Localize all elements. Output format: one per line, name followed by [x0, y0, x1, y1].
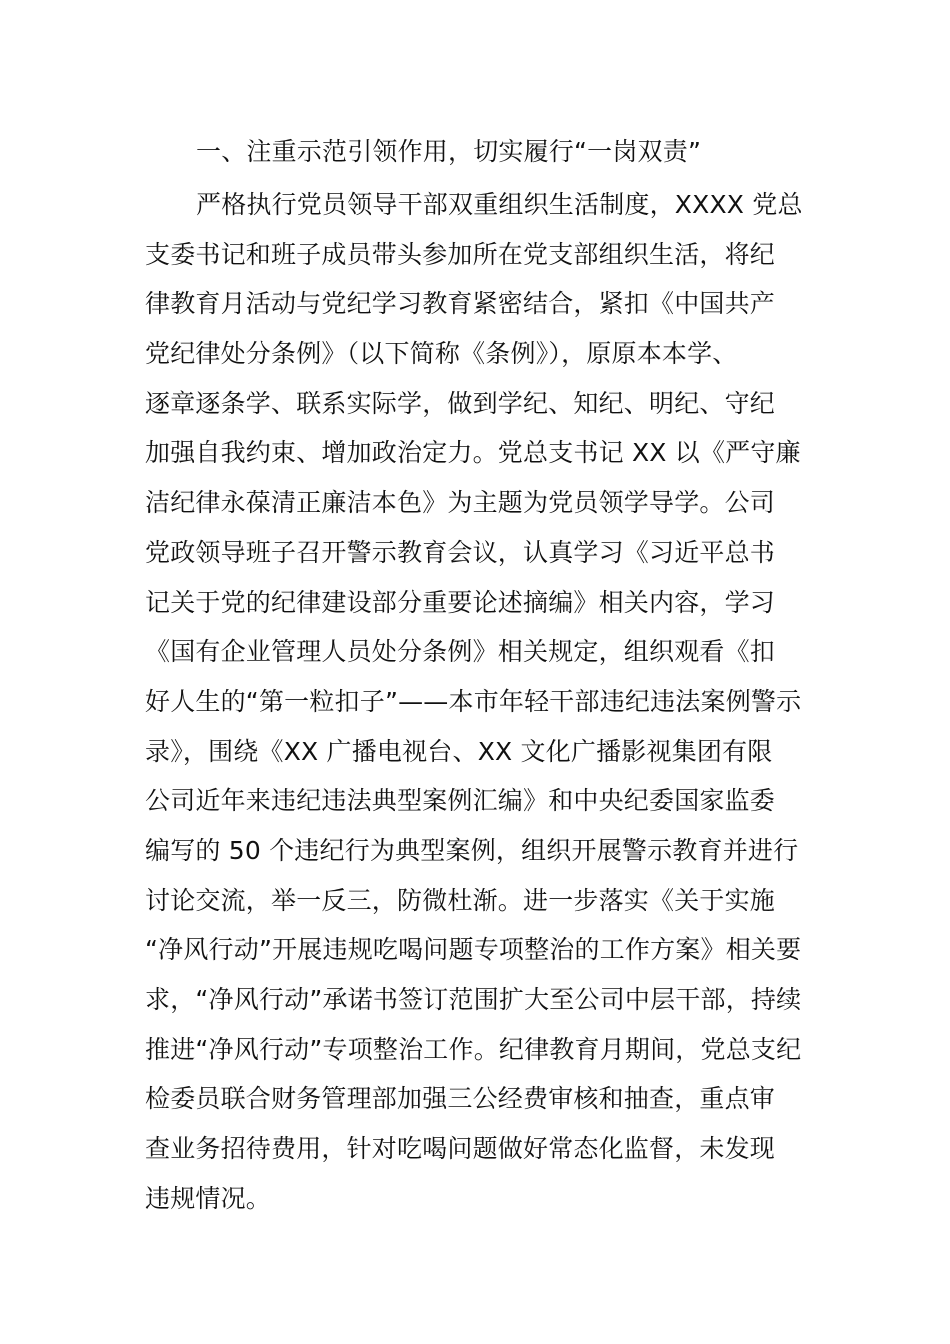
paragraph-line: 记关于党的纪律建设部分重要论述摘编》相关内容，学习 — [145, 587, 776, 617]
paragraph-line: 加强自我约束、增加政治定力。党总支书记 XX 以《严守廉 — [145, 438, 801, 468]
paragraph-line: 党纪律处分条例》（以下简称《条例》），原原本本学、 — [145, 339, 738, 369]
paragraph-line: 推进“净风行动”专项整治工作。纪律教育月期间，党总支纪 — [145, 1034, 802, 1064]
paragraph-line: 党政领导班子召开警示教育会议，认真学习《习近平总书 — [145, 537, 776, 567]
paragraph-line: “净风行动”开展违规吃喝问题专项整治的工作方案》相关要 — [145, 935, 802, 965]
paragraph-line: 录》，围绕《XX 广播电视台、XX 文化广播影视集团有限 — [145, 736, 773, 766]
paragraph-line: 洁纪律永葆清正廉洁本色》为主题为党员领学导学。公司 — [145, 488, 776, 518]
paragraph-line: 违规情况。 — [145, 1183, 272, 1213]
paragraph-line: 好人生的“第一粒扣子”——本市年轻干部违纪违法案例警示 — [145, 686, 802, 716]
section-heading: 一、注重示范引领作用，切实履行“一岗双责” — [196, 137, 702, 166]
paragraph-line: 逐章逐条学、联系实际学，做到学纪、知纪、明纪、守纪 — [145, 388, 776, 418]
body-paragraph — [145, 180, 825, 1223]
paragraph-line: 支委书记和班子成员带头参加所在党支部组织生活，将纪 — [145, 239, 776, 269]
paragraph-line: 检委员联合财务管理部加强三公经费审核和抽查，重点审 — [145, 1084, 776, 1114]
paragraph-line: 律教育月活动与党纪学习教育紧密结合，紧扣《中国共产 — [145, 289, 776, 319]
paragraph-line: 《国有企业管理人员处分条例》相关规定，组织观看《扣 — [145, 637, 776, 667]
paragraph-line: 查业务招待费用，针对吃喝问题做好常态化监督，未发现 — [145, 1134, 776, 1164]
paragraph-line: 讨论交流，举一反三，防微杜渐。进一步落实《关于实施 — [145, 885, 776, 915]
paragraph-line: 求，“净风行动”承诺书签订范围扩大至公司中层干部，持续 — [145, 985, 802, 1014]
paragraph-line: 严格执行党员领导干部双重组织生活制度，XXXX 党总 — [196, 190, 803, 219]
paragraph-line: 编写的 50 个违纪行为典型案例，组织开展警示教育并进行 — [145, 835, 799, 865]
paragraph-line: 公司近年来违纪违法典型案例汇编》和中央纪委国家监委 — [145, 786, 776, 816]
